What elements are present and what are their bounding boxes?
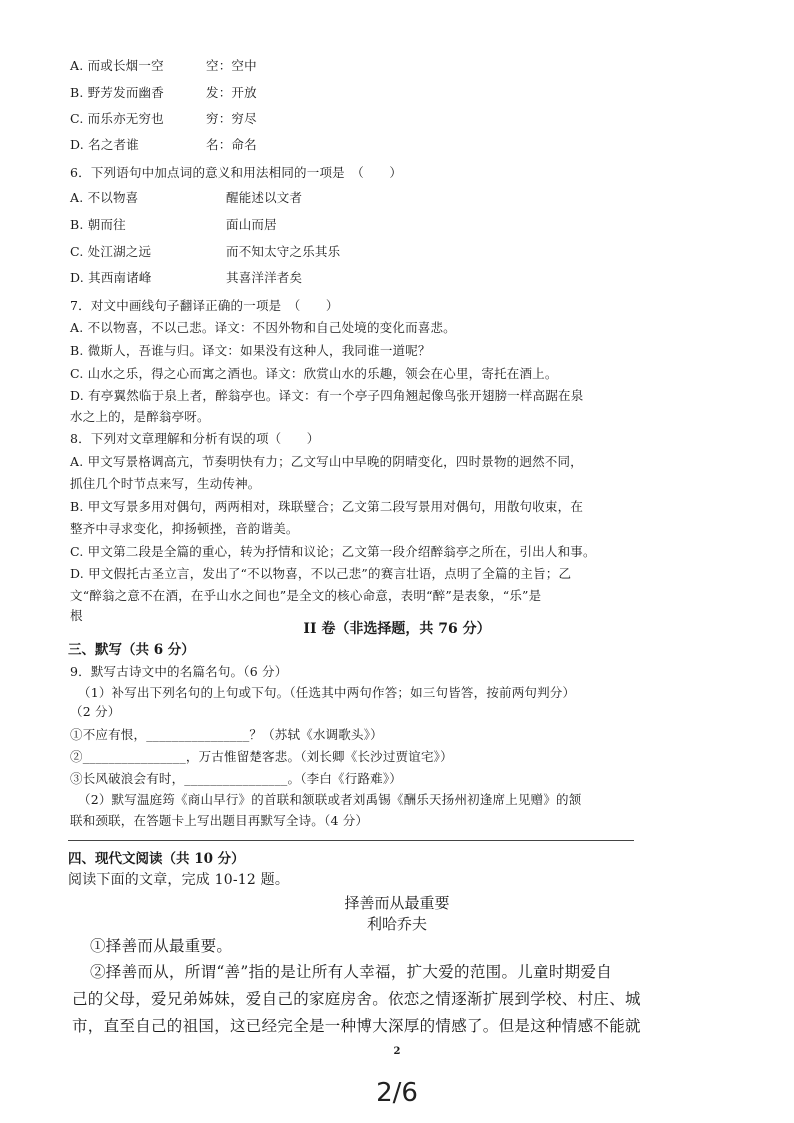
q8-option-a: A. 甲文写景格调高亢，节奏明快有力；乙文写山中早晚的阴晴变化，四时景物的迥然不同， [70, 454, 583, 469]
q9-stem: 9．默写古诗文中的名篇名句。（6 分） [70, 664, 288, 679]
q9-sub1-score: （2 分） [70, 704, 121, 719]
q5-option-c-gloss: 穷：穷尽 [206, 111, 257, 126]
q8-stem: 8．下列对文章理解和分析有误的项（ ） [70, 431, 320, 446]
q8-option-d-cont: 文“醉翁之意不在酒，在乎山水之间也”是全文的核心命意，表明“醉”是表象，“乐”是 [70, 588, 542, 603]
q6-option-a-pair: 醒能述以文者 [226, 190, 303, 205]
q9-blank-2: ②________________，万古惟留楚客悲。（刘长卿《长沙过贾谊宅》） [70, 749, 453, 764]
q5-option-d: D. 名之者谁 [70, 137, 139, 152]
q8-option-d: D. 甲文假托古圣立言，发出了“不以物喜，不以己悲”的赛言壮语，点明了全篇的主旨；乙 [70, 566, 572, 581]
q6-option-d: D. 其西南诸峰 [70, 270, 152, 285]
q8-option-c: C. 甲文第二段是全篇的重心，转为抒情和议论；乙文第一段介绍醉翁亭之所在，引出人和事。 [70, 544, 596, 559]
q9-sub2-line2: 联和颈联，在答题卡上写出题目再默写全诗。（4 分） [70, 813, 369, 828]
q6-option-b: B. 朝而往 [70, 217, 126, 232]
essay-para-2: ②择善而从，所谓“善”指的是让所有人幸福，扩大爱的范围。儿童时期爱自 [90, 963, 613, 981]
q8-option-b-cont: 整齐中寻求变化，抑扬顿挫，音韵谐美。 [70, 521, 299, 536]
q5-option-b-gloss: 发：开放 [206, 85, 257, 100]
q8-option-a-cont: 抓住几个时节点来写，生动传神。 [70, 476, 261, 491]
q6-option-c-pair: 而不知太守之乐其乐 [226, 244, 341, 259]
q6-stem: 6．下列语句中加点词的意义和用法相同的一项是 （ ） [70, 165, 403, 180]
essay-para-2-line3: 市，直至自己的祖国，这已经完全是一种博大深厚的情感了。但是这种情感不能就 [72, 1017, 641, 1035]
q9-sub2-line1: （2）默写温庭筠《商山早行》的首联和颔联或者刘禹锡《酬乐天扬州初逢席上见赠》的颔 [78, 792, 582, 807]
essay-para-1: ①择善而从最重要。 [90, 937, 233, 955]
part2-title: II 卷（非选择题，共 76 分） [303, 621, 491, 637]
q6-option-c: C. 处江湖之远 [70, 244, 152, 259]
q5-option-b: B. 野芳发而幽香 [70, 85, 164, 100]
q5-option-a-gloss: 空：空中 [206, 58, 257, 73]
q7-option-d: D. 有亭翼然临于泉上者，醉翁亭也。译文：有一个亭子四角翘起像鸟张开翅膀一样高踞在泉 [70, 388, 584, 403]
divider-line [68, 840, 634, 841]
essay-title: 择善而从最重要 [344, 894, 450, 912]
section3-title: 三、默写（共 6 分） [68, 642, 195, 658]
q9-blank-3: ③长风破浪会有时，________________。（李白《行路难》） [70, 771, 403, 786]
q7-option-c: C. 山水之乐，得之心而寓之酒也。译文：欣赏山水的乐趣，领会在心里，寄托在酒上。 [70, 366, 558, 381]
section4-intro: 阅读下面的文章，完成 10-12 题。 [68, 872, 290, 888]
q5-option-a: A. 而或长烟一空 [70, 58, 164, 73]
q5-option-d-gloss: 名：命名 [206, 137, 257, 152]
q7-option-d-cont: 水之上的，是醉翁亭呀。 [70, 409, 210, 424]
page-number: 2 [393, 1046, 401, 1057]
q5-option-c: C. 而乐亦无穷也 [70, 111, 164, 126]
q6-option-d-pair: 其喜洋洋者矣 [226, 270, 303, 285]
q6-option-b-pair: 面山而居 [226, 217, 277, 232]
q7-option-a: A. 不以物喜，不以己悲。译文：不因外物和自己处境的变化而喜悲。 [70, 320, 456, 335]
q7-stem: 7．对文中画线句子翻译正确的一项是 （ ） [70, 298, 339, 313]
q7-option-b: B. 微斯人，吾谁与归。译文：如果没有这种人，我同谁一道呢？ [70, 343, 431, 358]
q8-option-d-cont2: 根 [70, 608, 83, 623]
essay-para-2-line2: 己的父母，爱兄弟姊妹，爱自己的家庭房舍。依恋之情逐渐扩展到学校、村庄、城 [72, 990, 641, 1008]
essay-author: 利哈乔夫 [366, 915, 427, 933]
q9-blank-1: ①不应有恨，________________？（苏轼《水调歌头》） [70, 727, 383, 742]
page-indicator: 2/6 [376, 1078, 418, 1108]
q9-sub1: （1）补写出下列名句的上句或下句。（任选其中两句作答；如三句皆答，按前两句判分） [78, 685, 576, 700]
q6-option-a: A. 不以物喜 [70, 190, 139, 205]
q8-option-b: B. 甲文写景多用对偶句，两两相对，珠联璧合；乙文第二段写景用对偶句，用散句收束，在 [70, 499, 584, 514]
section4-title: 四、现代文阅读（共 10 分） [68, 851, 245, 867]
